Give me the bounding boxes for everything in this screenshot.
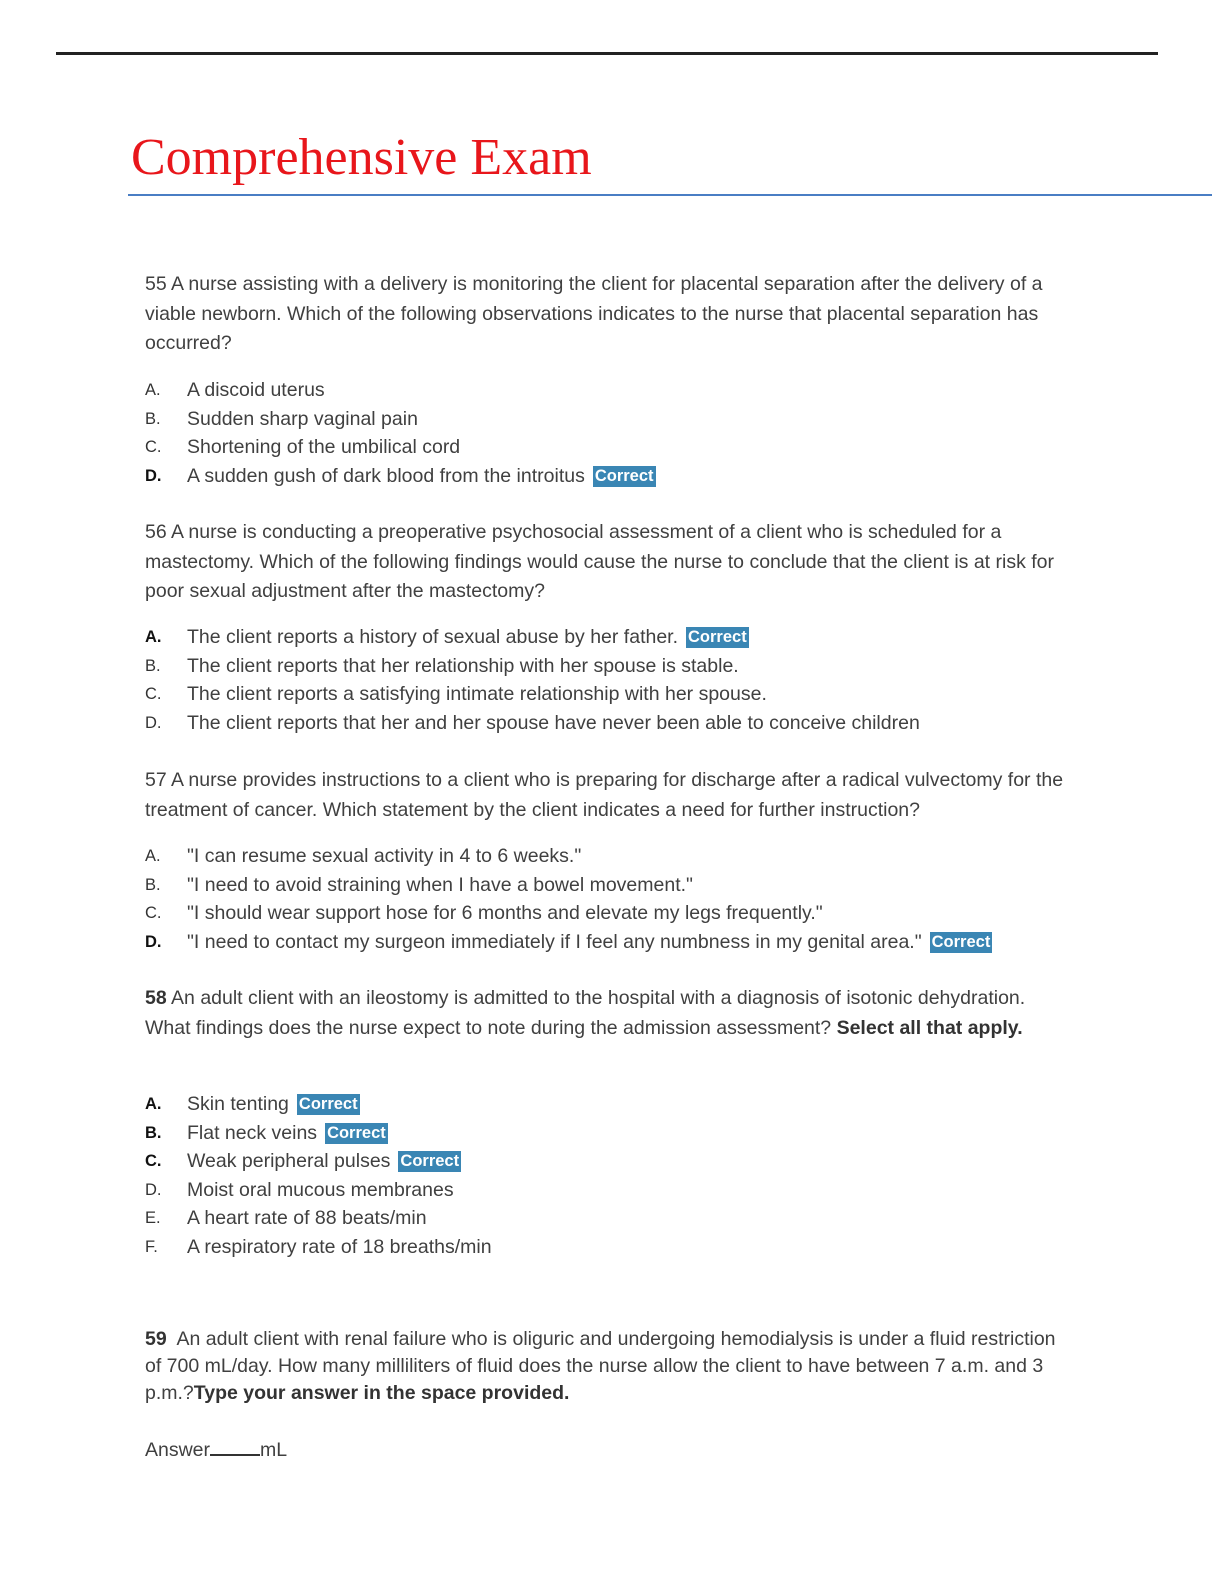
question-number: 55: [145, 273, 167, 295]
question-stem: An adult client with an ileostomy is admitted to the hospital with a diagnosis of isotonic dehydration. What findings does the nurse expect to note during the admission assessment?: [145, 987, 1026, 1039]
option-text: Shortening of the umbilical cord: [187, 436, 461, 458]
option-letter: D.: [145, 713, 162, 732]
option-letter: B.: [145, 409, 161, 428]
correct-badge: Correct: [327, 1123, 386, 1142]
question-stem: An adult client with renal failure who is oliguric and undergoing hemodialysis is under a fluid restriction of 700 mL/day. How many milliliters of fluid does the nurse allow the client to have between 7 a.m. and 3 p.m.?: [145, 1328, 1056, 1404]
page-title: Comprehensive Exam: [131, 129, 592, 186]
correct-badge: Correct: [688, 628, 747, 646]
answer-unit: mL: [260, 1439, 288, 1461]
option-text: "I should wear support hose for 6 months and elevate my legs frequently.": [187, 902, 823, 924]
option-letter: B.: [145, 656, 161, 675]
option-text: Moist oral mucous membranes: [187, 1178, 454, 1201]
option-text: A sudden gush of dark blood from the introitus: [187, 464, 585, 487]
question-instruction: Select all that apply.: [836, 1016, 1023, 1039]
correct-badge: Correct: [298, 1095, 358, 1113]
option-text: Flat neck veins: [187, 1121, 318, 1144]
title-underline: [128, 194, 1212, 196]
option-letter: C.: [145, 1152, 162, 1170]
option-text: Skin tenting: [187, 1093, 289, 1115]
option-text: The client reports that her and her spouse have never been able to conceive children: [187, 711, 920, 734]
option-letter: D.: [145, 1180, 162, 1199]
option-letter: F.: [145, 1237, 158, 1256]
option-text: "I need to contact my surgeon immediately if I feel any numbness in my genital area.": [187, 930, 922, 953]
question-stem: A nurse is conducting a preoperative psychosocial assessment of a client who is scheduled for a mastectomy. Which of the following findings would cause the nurse to conclude that the client is at risk for poor sexual adjustment after the mastectomy?: [145, 521, 1055, 602]
option-letter: D.: [145, 932, 162, 951]
option-text: The client reports a history of sexual abuse by her father.: [187, 626, 679, 648]
option-letter: E.: [145, 1209, 161, 1227]
answer-line: [145, 1434, 287, 1464]
question-number: 58: [145, 987, 167, 1009]
option-text: "I can resume sexual activity in 4 to 6 weeks.": [187, 845, 582, 867]
question-number: 56: [145, 521, 167, 543]
option-text: The client reports that her relationship with her spouse is stable.: [187, 654, 739, 677]
option-text: "I need to avoid straining when I have a bowel movement.": [187, 873, 693, 896]
question-58: [145, 984, 1075, 1043]
option-text: A discoid uterus: [187, 379, 325, 401]
correct-badge: Correct: [594, 466, 654, 485]
option-letter: A.: [145, 1095, 162, 1113]
question-number: 59: [145, 1328, 167, 1350]
option-letter: C.: [145, 438, 162, 456]
option-letter: A.: [145, 847, 161, 865]
question-56: [145, 518, 1075, 607]
answer-blank[interactable]: [210, 1434, 260, 1456]
correct-badge: Correct: [931, 932, 991, 951]
option-text: Sudden sharp vaginal pain: [187, 407, 418, 430]
option-letter: D.: [145, 466, 162, 485]
option-text: A heart rate of 88 beats/min: [187, 1207, 427, 1229]
question-59: [145, 1326, 1075, 1407]
option-text: The client reports a satisfying intimate relationship with her spouse.: [187, 683, 767, 705]
option-text: Weak peripheral pulses: [187, 1150, 391, 1172]
option-letter: C.: [145, 904, 162, 922]
question-55: [145, 270, 1075, 359]
question-instruction: Type your answer in the space provided.: [193, 1382, 570, 1404]
option-letter: C.: [145, 685, 162, 703]
top-rule: [56, 52, 1158, 55]
question-57: [145, 766, 1075, 825]
question-stem: A nurse assisting with a delivery is monitoring the client for placental separation after the delivery of a viable newborn. Which of the following observations indicates to the nurse that placental separation has occurred?: [145, 273, 1043, 354]
correct-badge: Correct: [400, 1152, 460, 1170]
option-letter: B.: [145, 1123, 162, 1142]
option-letter: A.: [145, 628, 162, 646]
answer-label: Answer: [145, 1439, 211, 1461]
option-text: A respiratory rate of 18 breaths/min: [187, 1235, 492, 1258]
question-stem: A nurse provides instructions to a client who is preparing for discharge after a radical vulvectomy for the treatment of cancer. Which statement by the client indicates a need for further instruction?: [145, 769, 1064, 821]
option-letter: B.: [145, 875, 161, 894]
question-number: 57: [145, 769, 167, 791]
option-letter: A.: [145, 381, 161, 399]
